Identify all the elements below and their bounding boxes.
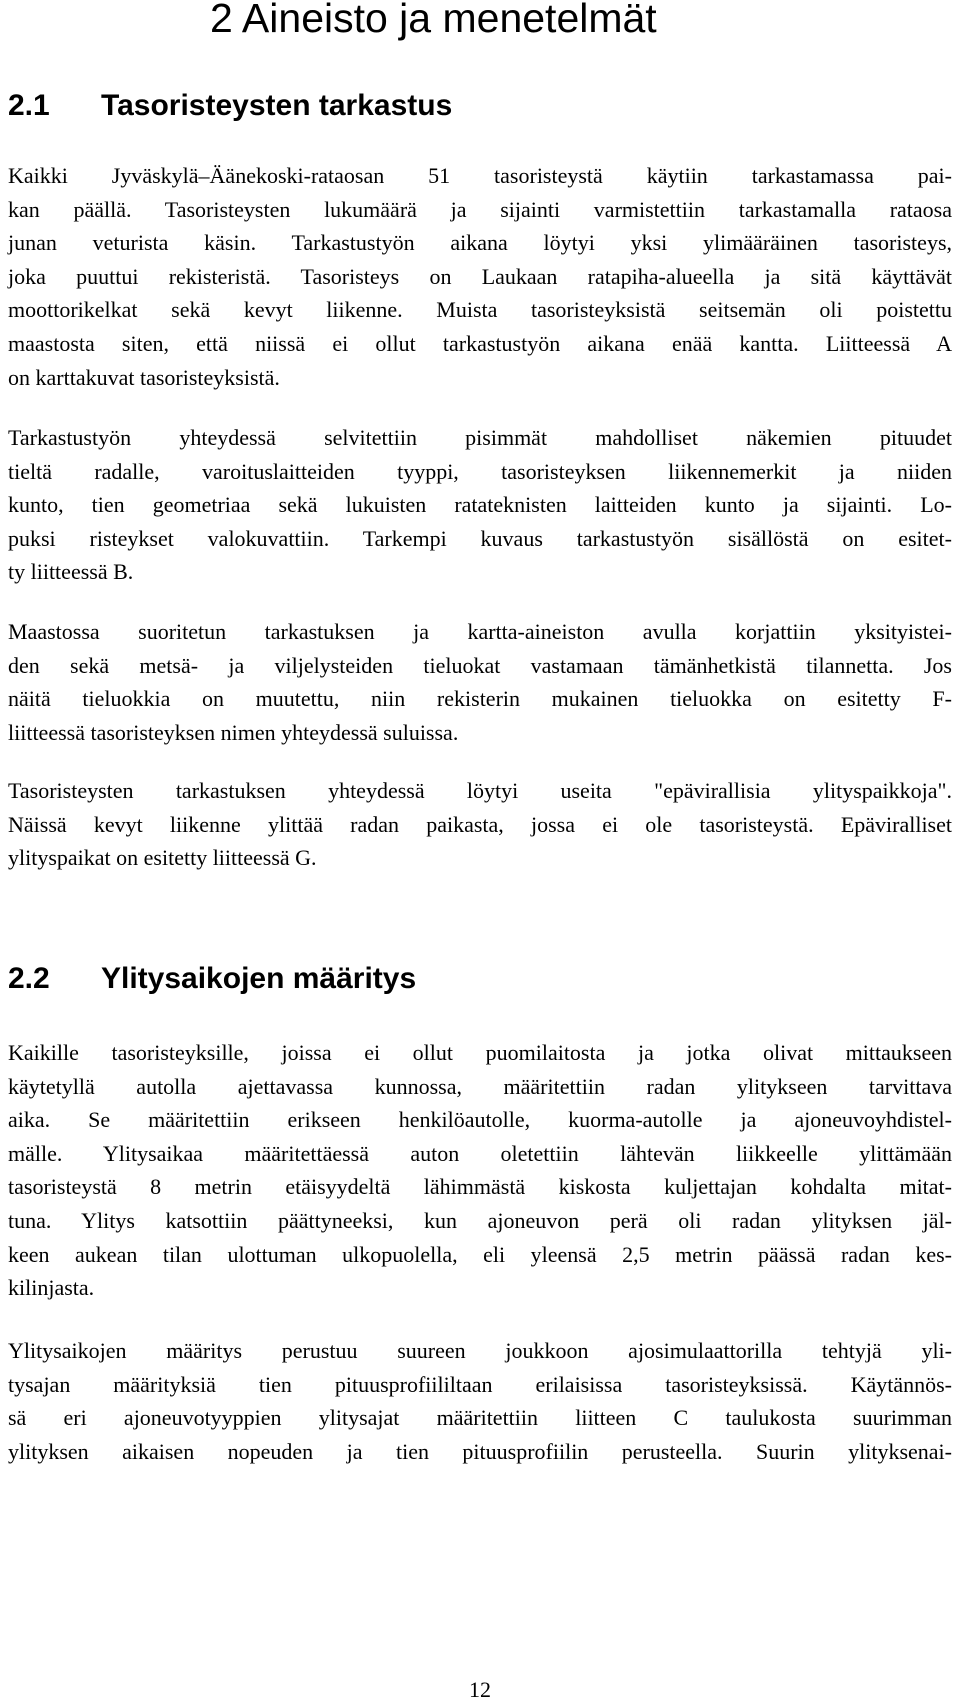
text-line: Kaikille tasoristeyksille, joissa ei ollut puomilaitosta ja jotka olivat mittaukseen — [8, 1040, 952, 1065]
text-line: ty liitteessä B. — [8, 559, 134, 585]
text-line: kunto, tien geometriaa sekä lukuisten ratateknisten laitteiden kunto ja sijainti. Lo- — [8, 492, 952, 518]
text-line: tasoristeystä 8 metrin etäisyydeltä lähimmästä kiskosta kuljettajan kohdalta mitat- — [8, 1174, 952, 1200]
text-line: Tarkastustyön yhteydessä selvitettiin pisimmät mahdolliset näkemien pituudet — [8, 425, 952, 450]
text-line: tysajan määrityksiä tien pituusprofiililtaan erilaisissa tasoristeyksissä. Käytännös- — [8, 1371, 952, 1397]
text-line: on karttakuvat tasoristeyksistä. — [8, 364, 280, 390]
page-number: 12 — [469, 1677, 491, 1702]
text-line: maastosta siten, että niissä ei ollut tarkastustyön aikana enää kantta. Liitteessä A — [8, 330, 952, 356]
text-line: Ylitysaikojen määritys perustuu suureen joukkoon ajosimulaattorilla tehtyjä yli- — [8, 1338, 952, 1363]
text-line: junan veturista käsin. Tarkastustyön aikana löytyi yksi ylimääräinen tasoristeys, — [8, 230, 952, 256]
section-number: 2.1 — [8, 89, 50, 122]
section-title-text: Tasoristeysten tarkastus — [101, 89, 453, 122]
text-line: käytetyllä autolla ajettavassa kunnossa, määritettiin radan ylitykseen tarvittava — [8, 1073, 952, 1099]
paragraph-2-1-d — [8, 774, 952, 875]
text-line: tuna. Ylitys katsottiin päättyneeksi, kun ajoneuvon perä oli radan ylityksen jäl- — [8, 1207, 952, 1233]
paragraph-2-1-b — [8, 421, 952, 589]
section-heading-2-2 — [8, 959, 416, 999]
text-line: puksi risteykset valokuvattiin. Tarkempi kuvaus tarkastustyön sisällöstä on esitet- — [8, 525, 952, 551]
text-line: den sekä metsä- ja viljelysteiden tieluokat vastamaan tämänhetkistä tilannetta. Jos — [8, 652, 952, 678]
text-line: sä eri ajoneuvotyyppien ylitysajat määritettiin liitteen C taulukosta suurimman — [8, 1405, 952, 1431]
section-number: 2.2 — [8, 962, 50, 995]
text-line: keen aukean tilan ulottuman ulkopuolella, eli yleensä 2,5 metrin päässä radan kes- — [8, 1241, 952, 1267]
text-line: ylityspaikat on esitetty liitteessä G. — [8, 845, 317, 871]
text-line: kan päällä. Tasoristeysten lukumäärä ja sijainti varmistettiin tarkastamalla rataosa — [8, 196, 952, 222]
section-heading-2-1 — [8, 86, 452, 126]
text-line: ylityksen aikaisen nopeuden ja tien pituusprofiilin perusteella. Suurin ylityksenai- — [8, 1438, 952, 1464]
text-line: mälle. Ylitysaikaa määritettäessä auton oletettiin lähtevän liikkeelle ylittämään — [8, 1140, 952, 1166]
text-line: Maastossa suoritetun tarkastuksen ja kartta-aineiston avulla korjattiin yksityistei- — [8, 619, 952, 644]
section-title-text: Ylitysaikojen määritys — [101, 962, 417, 995]
text-line: kilinjasta. — [8, 1275, 95, 1301]
text-line: Tasoristeysten tarkastuksen yhteydessä löytyi useita "epävirallisia ylityspaikkoja". — [8, 778, 952, 803]
text-line: liitteessä tasoristeyksen nimen yhteydessä suluissa. — [8, 719, 459, 745]
text-line: näitä tieluokkia on muutettu, niin rekisterin mukainen tieluokka on esitetty F- — [8, 686, 952, 712]
text-line: Kaikki Jyväskylä–Äänekoski-rataosan 51 tasoristeystä käytiin tarkastamassa pai- — [8, 163, 952, 188]
chapter-title: 2 Aineisto ja menetelmät — [210, 0, 657, 41]
paragraph-2-1-c — [8, 615, 952, 749]
paragraph-2-1-a — [8, 159, 952, 394]
text-line: moottorikelkat sekä kevyt liikenne. Muista tasoristeyksistä seitsemän oli poistettu — [8, 297, 952, 323]
paragraph-2-2-b — [8, 1334, 952, 1468]
text-line: joka puuttui rekisteristä. Tasoristeys on Laukaan ratapiha-alueella ja sitä käyttävät — [8, 263, 952, 289]
paragraph-2-2-a — [8, 1036, 952, 1305]
text-line: Näissä kevyt liikenne ylittää radan paikasta, jossa ei ole tasoristeystä. Epäviralliset — [8, 811, 952, 837]
text-line: tieltä radalle, varoituslaitteiden tyyppi, tasoristeyksen liikennemerkit ja niiden — [8, 458, 952, 484]
text-line: aika. Se määritettiin erikseen henkilöautolle, kuorma-autolle ja ajoneuvoyhdistel- — [8, 1107, 952, 1133]
